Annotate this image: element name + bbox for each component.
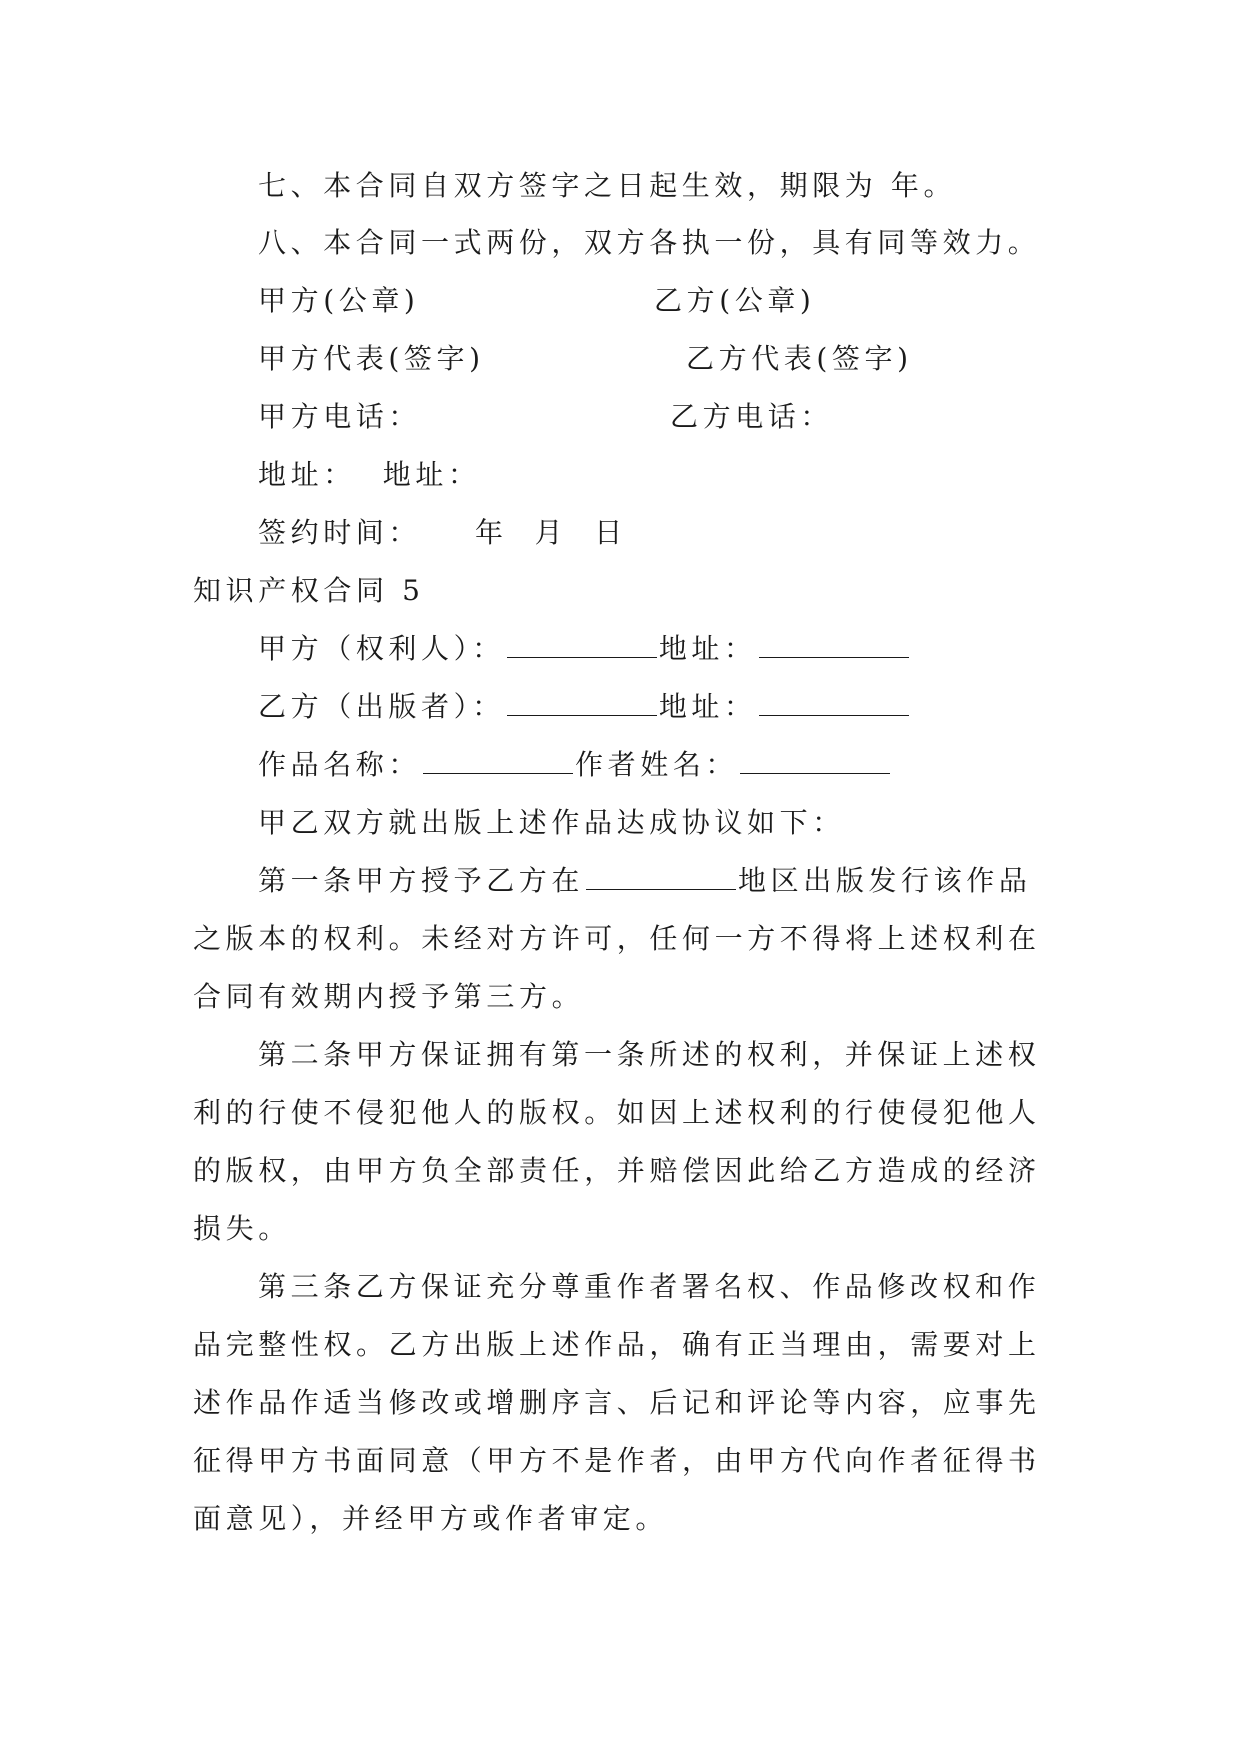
article1-line2: 之版本的权利。未经对方许可，任何一方不得将上述权利在 <box>193 922 1041 955</box>
article2-line3: 的版权，由甲方负全部责任，并赔偿因此给乙方造成的经济 <box>193 1154 1041 1187</box>
clause-seven: 七、本合同自双方签字之日起生效，期限为 年。 <box>258 169 957 202</box>
work-field-row <box>258 747 892 783</box>
intro-paragraph: 甲乙双方就出版上述作品达成协议如下： <box>258 806 845 839</box>
party-a-seal: 甲方(公章) <box>258 284 420 317</box>
article3-line3: 述作品作适当修改或增删序言、后记和评论等内容，应事先 <box>193 1386 1041 1419</box>
section-title: 知识产权合同 5 <box>193 574 425 607</box>
party-b-phone: 乙方电话： <box>670 400 834 433</box>
article3-line1: 第三条乙方保证充分尊重作者署名权、作品修改权和作 <box>258 1270 1041 1303</box>
article2-line1: 第二条甲方保证拥有第一条所述的权利，并保证上述权 <box>258 1038 1041 1071</box>
article1-line1 <box>258 863 1031 899</box>
party-a-label: 甲方（权利人）： <box>258 632 505 665</box>
work-name-label: 作品名称： <box>258 748 422 781</box>
work-name-blank <box>423 751 573 774</box>
article3-line4: 征得甲方书面同意（甲方不是作者，由甲方代向作者征得书 <box>193 1444 1041 1477</box>
address-label: 地址： <box>658 632 757 665</box>
article2-line2: 利的行使不侵犯他人的版权。如因上述权利的行使侵犯他人 <box>193 1096 1041 1129</box>
party-b-rep: 乙方代表(签字) <box>686 342 913 375</box>
signing-date: 签约时间： 年 月 日 <box>258 516 627 549</box>
party-b-field-row <box>258 689 911 725</box>
party-a-rep: 甲方代表(签字) <box>258 342 485 375</box>
article1-line3: 合同有效期内授予第三方。 <box>193 980 585 1013</box>
party-b-label: 乙方（出版者）： <box>258 690 505 723</box>
addresses: 地址： 地址： <box>258 458 481 491</box>
address-blank <box>759 693 909 716</box>
author-name-label: 作者姓名： <box>575 748 739 781</box>
region-blank <box>586 867 736 890</box>
party-a-phone: 甲方电话： <box>258 400 422 433</box>
party-b-seal: 乙方(公章) <box>654 284 816 317</box>
clause-eight: 八、本合同一式两份，双方各执一份，具有同等效力。 <box>258 226 1041 259</box>
article3-line2: 品完整性权。乙方出版上述作品，确有正当理由，需要对上 <box>193 1328 1041 1361</box>
article3-line5: 面意见），并经甲方或作者审定。 <box>193 1502 669 1535</box>
author-name-blank <box>740 751 890 774</box>
party-b-blank <box>507 693 657 716</box>
address-blank <box>759 635 909 658</box>
article1-text-b: 地区出版发行该作品 <box>738 864 1032 897</box>
article2-line4: 损失。 <box>193 1212 291 1245</box>
party-a-field-row <box>258 631 911 667</box>
article1-text-a: 第一条甲方授予乙方在 <box>258 864 585 897</box>
address-label: 地址： <box>658 690 757 723</box>
party-a-blank <box>507 635 657 658</box>
